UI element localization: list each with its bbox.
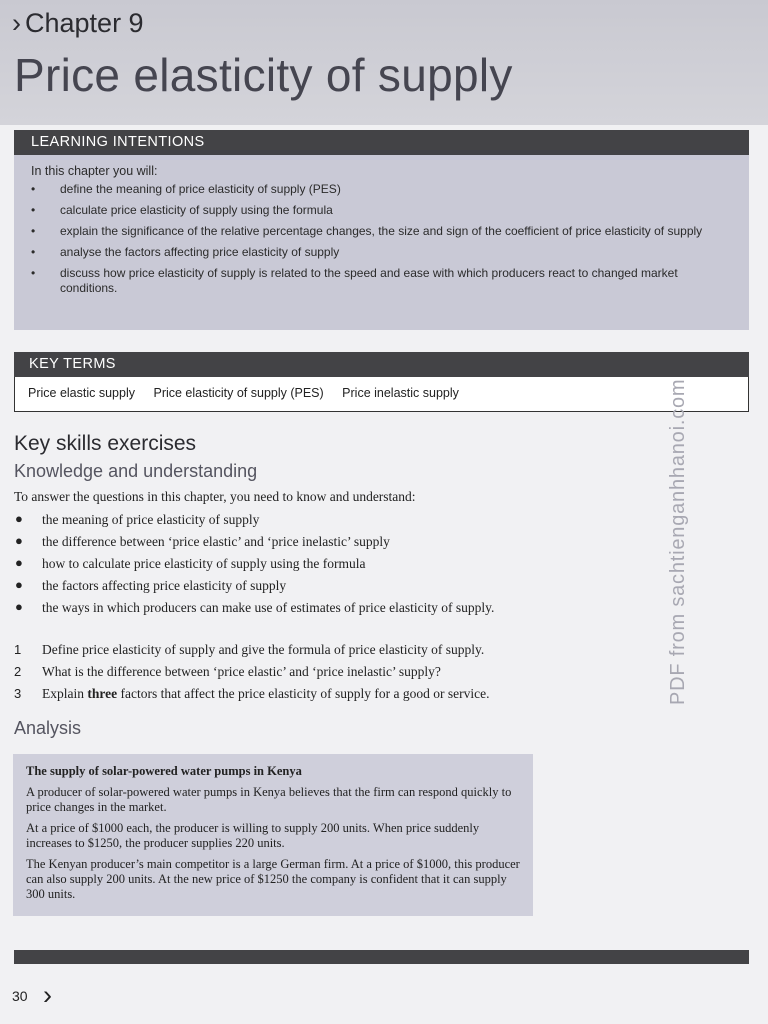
- bullet-icon: •: [31, 203, 36, 217]
- page-title: Price elasticity of supply: [14, 49, 513, 101]
- knowledge-subheading: Knowledge and understanding: [14, 461, 258, 481]
- question-text: Explain: [42, 686, 88, 701]
- chevron-right-icon: ›: [12, 8, 21, 38]
- bullet-icon: ●: [15, 577, 23, 592]
- watermark: PDF from sachtienganhhanoi.com: [667, 378, 689, 705]
- list-item-text: the difference between ‘price elastic’ and ‘price inelastic’ supply: [42, 534, 390, 549]
- list-item: [14, 182, 749, 197]
- list-item: [14, 203, 749, 218]
- list-item-text: the ways in which producers can make use of estimates of price elasticity of supply.: [42, 600, 495, 615]
- questions-list: [14, 641, 614, 707]
- footer-divider-bar: [14, 950, 749, 964]
- learning-intentions-list: [14, 182, 749, 296]
- list-item-text: define the meaning of price elasticity of supply (PES): [60, 182, 341, 196]
- key-skills-heading: Key skills exercises: [14, 432, 197, 455]
- question-number: 2: [14, 664, 22, 679]
- bullet-icon: •: [31, 245, 36, 259]
- case-study-paragraph: The Kenyan producer’s main competitor is a large German firm. At a price of $1000, this producer can also supply 200 units. At the new price of $1250 the company is confident that it can supply 300 units.: [26, 857, 520, 901]
- question-number: 3: [14, 686, 22, 701]
- case-study-box: [13, 754, 533, 916]
- list-item: [14, 266, 749, 296]
- list-item-text: analyse the factors affecting price elasticity of supply: [60, 245, 340, 259]
- question-emphasis: three: [87, 686, 118, 701]
- question-text-end: factors that affect the price elasticity of supply for a good or service.: [117, 686, 490, 701]
- bullet-icon: ●: [15, 533, 23, 548]
- learning-intentions-intro: In this chapter you will:: [31, 164, 158, 178]
- list-item-text: how to calculate price elasticity of supply using the formula: [42, 556, 366, 571]
- chevron-right-icon: ›: [43, 980, 52, 1010]
- key-term: Price inelastic supply: [342, 386, 459, 400]
- chapter-label: [12, 8, 144, 39]
- list-item: [14, 599, 614, 621]
- bullet-icon: ●: [15, 511, 23, 526]
- bullet-icon: •: [31, 182, 36, 196]
- list-item: [14, 577, 614, 599]
- analysis-heading: Analysis: [14, 718, 82, 738]
- case-study-paragraph: A producer of solar-powered water pumps in Kenya believes that the firm can respond quickly to price changes in the market.: [26, 785, 512, 814]
- page-number: 30: [12, 988, 28, 1004]
- case-study-title: The supply of solar-powered water pumps in Kenya: [26, 764, 302, 778]
- question-text: Define price elasticity of supply and give the formula of price elasticity of supply.: [42, 642, 485, 657]
- list-item: [14, 511, 614, 533]
- chapter-label-text: Chapter 9: [25, 8, 144, 38]
- key-terms-list: [14, 377, 749, 412]
- key-term: Price elastic supply: [28, 386, 135, 400]
- list-item: [14, 555, 614, 577]
- list-item: [14, 224, 749, 239]
- list-item-text: the factors affecting price elasticity of supply: [42, 578, 287, 593]
- question-number: 1: [14, 642, 22, 657]
- list-item: [14, 533, 614, 555]
- bullet-icon: ●: [15, 555, 23, 570]
- key-terms-heading: KEY TERMS: [14, 352, 749, 377]
- list-item-text: calculate price elasticity of supply using the formula: [60, 203, 333, 217]
- key-skills-list: [14, 511, 614, 621]
- list-item-text: explain the significance of the relative percentage changes, the size and sign of the coefficient of price elasticity of supply: [60, 224, 703, 238]
- learning-intentions-heading: LEARNING INTENTIONS: [14, 130, 749, 155]
- list-item-text: the meaning of price elasticity of supply: [42, 512, 260, 527]
- question-item: [14, 685, 614, 707]
- list-item: [14, 245, 749, 260]
- question-item: [14, 663, 614, 685]
- list-item-text: discuss how price elasticity of supply is related to the speed and ease with which producers react to changed market conditions.: [60, 266, 678, 295]
- bullet-icon: •: [31, 224, 36, 238]
- learning-intentions-box: [14, 130, 749, 330]
- question-text: What is the difference between ‘price elastic’ and ‘price inelastic’ supply?: [42, 664, 441, 679]
- case-study-paragraph: At a price of $1000 each, the producer is willing to supply 200 units. When price suddenly increases to $1250, the producer supplies 220 units.: [26, 821, 480, 850]
- key-skills-intro: To answer the questions in this chapter, you need to know and understand:: [14, 489, 416, 504]
- key-term: Price elasticity of supply (PES): [153, 386, 324, 400]
- bullet-icon: ●: [15, 599, 23, 614]
- key-terms-box: [14, 352, 749, 415]
- bullet-icon: •: [31, 266, 36, 280]
- question-item: [14, 641, 614, 663]
